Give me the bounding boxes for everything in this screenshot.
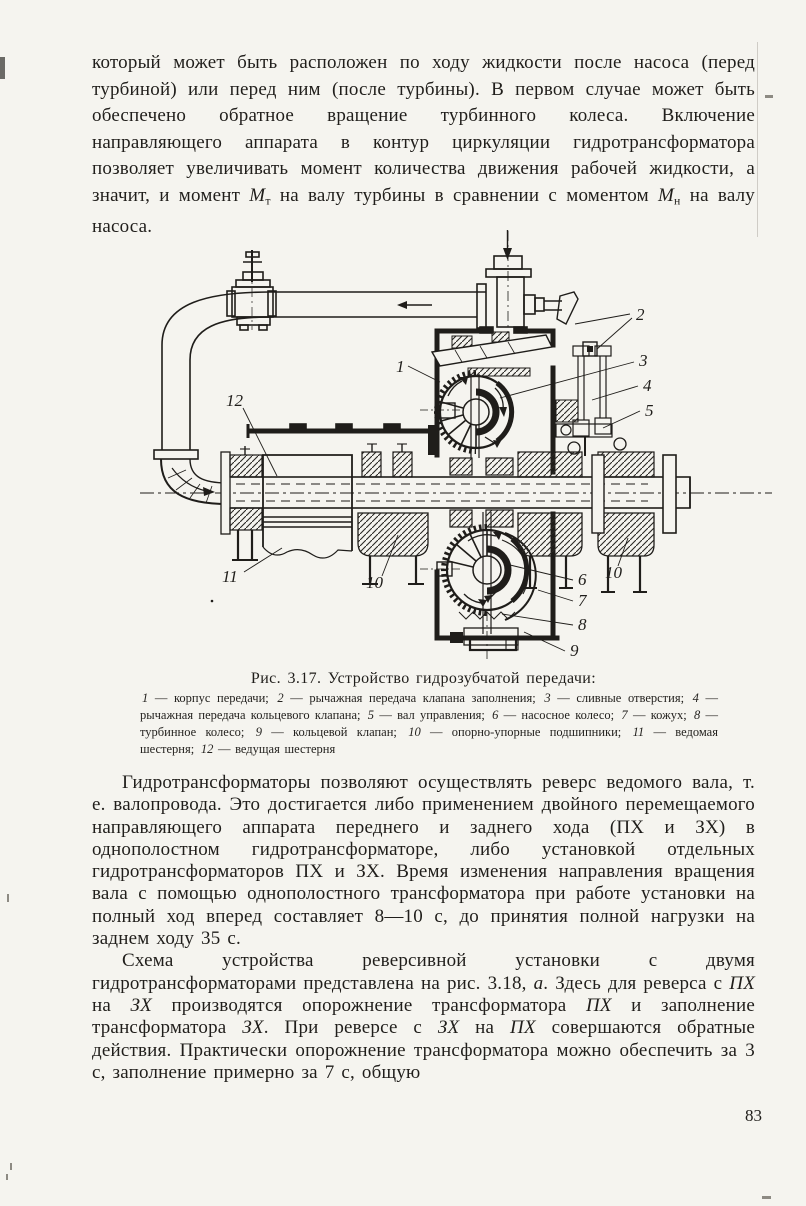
callout-10-left: 10	[366, 573, 383, 592]
driven-gear-torn-edge	[263, 547, 352, 558]
shaft-flange	[663, 455, 676, 533]
scan-speck	[211, 600, 214, 603]
circulation-arrow-icon	[464, 594, 481, 603]
flow-arrow-elbow-icon	[172, 468, 206, 491]
callout-5: 5	[645, 401, 654, 420]
scan-artifact	[0, 57, 5, 79]
callout-4: 4	[643, 376, 652, 395]
scan-artifact	[10, 1163, 12, 1170]
top-return-pipe	[270, 292, 486, 317]
inlet-pipe-assembly	[477, 231, 578, 333]
control-rod-linkage	[556, 342, 612, 456]
figure-legend: 1 — корпус передачи; 2 — рычажная передача клапана заполнения; 3 — сливные отверстия; 4 — рычажная передача кольцевого клапана; 5 — вал управления; 6 — насосное колесо; 7 — кожух; 8 — турбинное колесо; 9 — кольцевой клапан; 10 — опорно-упорные подшипники; 11 — ведомая шестерня; 12 — ведущая шестерня	[140, 691, 719, 756]
callout-10-right: 10	[605, 563, 622, 582]
callout-9: 9	[570, 641, 579, 660]
paragraph-2: Гидротрансформаторы позволяют осуществлять реверс ведомого вала, т. е. валопровода. Это достигается либо применением двойного перемещаемого направляющего аппарата переднего и заднего хода (ПХ и ЗХ) в однополостном гидротрансформаторе, либо установкой отдельных гидротрансформаторов ПХ и ЗХ. Время изменения направления вращения вала с помощью однополостного трансформатора при работе установки на полный ход вперед составляет 8—10 с, до принятия полной нагрузки на заднем ходу 35 с.	[92, 772, 755, 950]
main-shaft	[140, 477, 772, 508]
scan-artifact	[6, 1174, 8, 1180]
scan-edge-line	[757, 42, 758, 237]
callout-2: 2	[636, 305, 645, 324]
figure-caption: Рис. 3.17. Устройство гидрозубчатой передачи:	[250, 670, 597, 687]
callout-7: 7	[578, 591, 587, 610]
callout-3: 3	[639, 351, 648, 370]
bearing-center-pedestal	[358, 444, 428, 584]
callout-12: 12	[226, 391, 243, 410]
scan-artifact	[765, 95, 773, 98]
scan-artifact	[7, 894, 9, 902]
callout-8: 8	[578, 615, 587, 634]
scan-artifact	[762, 1196, 771, 1199]
valve-lever	[557, 292, 578, 324]
callout-6: 6	[578, 570, 587, 589]
paragraph-3: Схема устройства реверсивной установки с двумя гидротрансформаторами представлена на рис. 3.18, а. Здесь для реверса с ПХ на ЗХ производятся опорожнение трансформатора ПХ и заполнение трансформатора ЗХ. При реверсе с ЗХ на ПХ совершаются обратные действия. Практически опорожнение трансформатора можно обеспечить за 3 с, заполнение примерно за 7 с, общую	[92, 950, 756, 1083]
figure-diagram-hydro-gear-transmission	[0, 228, 806, 664]
gearcase-lid	[248, 424, 437, 438]
callout-11: 11	[222, 567, 238, 586]
shaft-collar	[592, 455, 604, 533]
callout-1: 1	[396, 357, 405, 376]
paragraph-1: который может быть расположен по ходу жидкости после насоса (перед турбиной) или перед ним (после турбины). В первом случае может быть обеспечено обратное вращение турбинного колеса. Включение направляющего аппарата в контур циркуляции гидротрансформатора позволяет увеличивать момент количества движения рабочей жидкости, а значит, и момент Мт на валу турбины в сравнении с моментом Мн на валу насоса.	[92, 52, 755, 238]
page-number: 83	[745, 1106, 762, 1125]
